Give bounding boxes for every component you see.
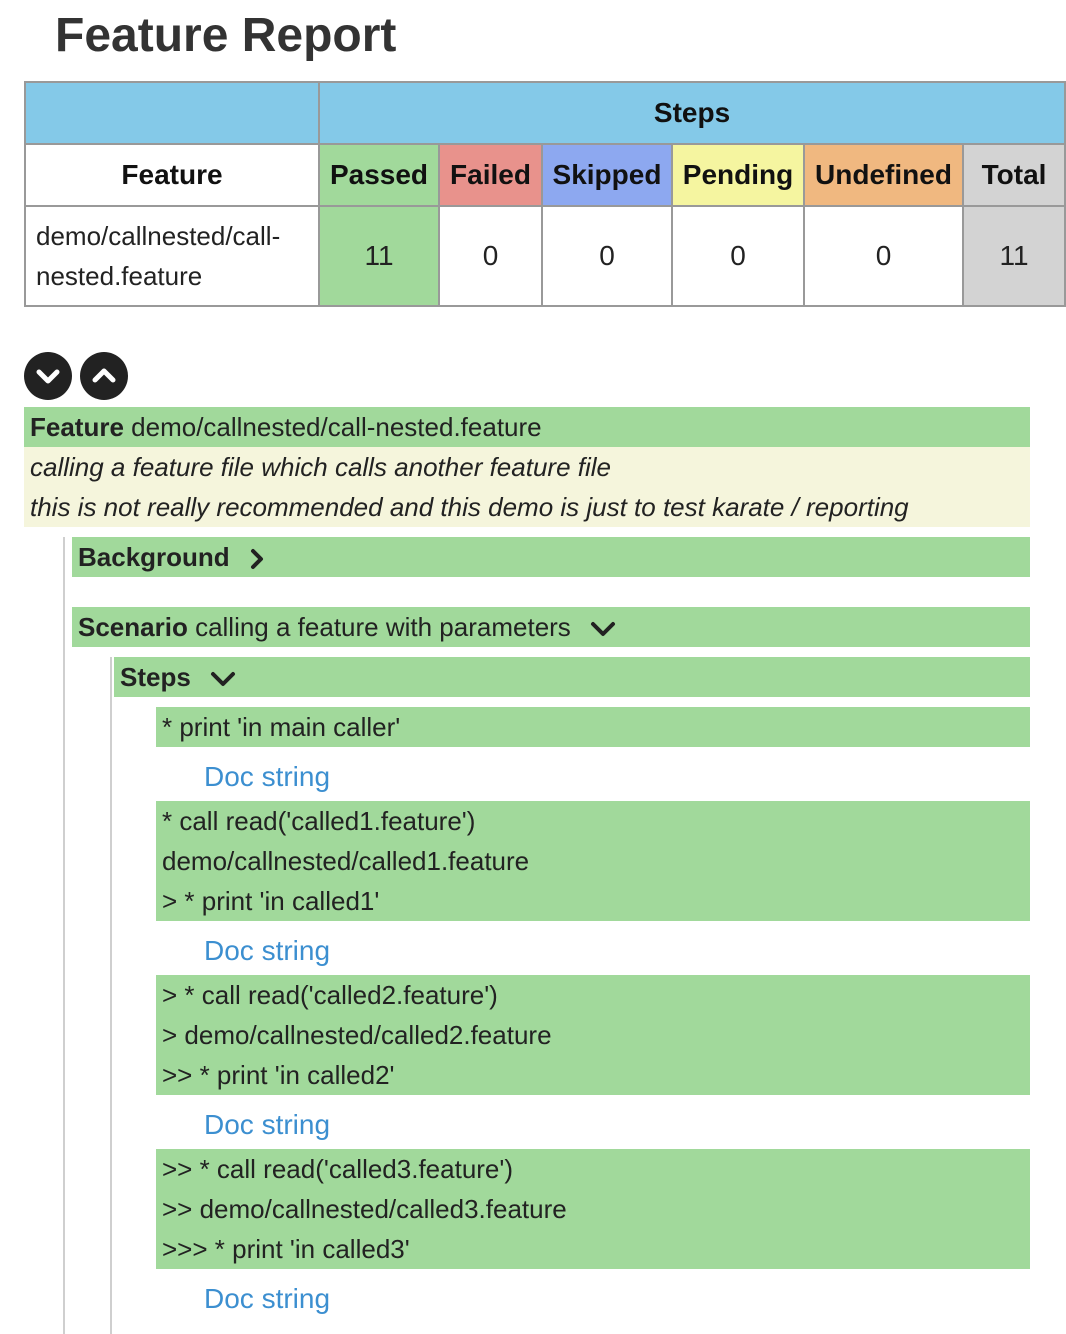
background-header[interactable] xyxy=(72,537,1030,577)
scenario-name: calling a feature with parameters xyxy=(195,612,571,642)
total-count: 11 xyxy=(963,206,1065,306)
expand-all-button[interactable] xyxy=(24,352,72,400)
undefined-column-header: Undefined xyxy=(804,144,963,206)
chevron-down-icon xyxy=(210,670,236,688)
steps-header[interactable] xyxy=(114,657,1030,697)
step-line: >> * print 'in called2' xyxy=(156,1055,1030,1095)
step-line: >>> * print 'in called3' xyxy=(156,1229,1030,1269)
passed-column-header: Passed xyxy=(319,144,439,206)
step-line: >> demo/callnested/called3.feature xyxy=(156,1189,1030,1229)
step-line: * print 'in main caller' xyxy=(156,707,1030,747)
feature-column-header: Feature xyxy=(25,144,319,206)
failed-count: 0 xyxy=(439,206,542,306)
header-empty-cell xyxy=(25,82,319,144)
indent-guide xyxy=(63,537,65,1334)
collapse-all-button[interactable] xyxy=(80,352,128,400)
indent-guide xyxy=(110,657,112,1334)
failed-column-header: Failed xyxy=(439,144,542,206)
chevron-down-circle-icon xyxy=(35,363,61,389)
step-line: > demo/callnested/called2.feature xyxy=(156,1015,1030,1055)
feature-link[interactable]: demo/callnested/call-nested.feature xyxy=(25,206,319,306)
step-line: > * print 'in called1' xyxy=(156,881,1030,921)
feature-header[interactable] xyxy=(24,407,1030,447)
summary-table xyxy=(24,81,1066,307)
chevron-right-icon xyxy=(249,548,265,570)
step-line: >> * call read('called3.feature') xyxy=(156,1149,1030,1189)
feature-keyword: Feature xyxy=(30,412,124,442)
pending-column-header: Pending xyxy=(672,144,804,206)
feature-description-line: this is not really recommended and this demo is just to test karate / reporting xyxy=(24,487,1030,527)
chevron-up-circle-icon xyxy=(91,363,117,389)
background-keyword: Background xyxy=(78,542,230,572)
doc-string-link[interactable]: Doc string xyxy=(204,761,331,792)
feature-name: demo/callnested/call-nested.feature xyxy=(131,412,542,442)
total-column-header: Total xyxy=(963,144,1065,206)
skipped-count: 0 xyxy=(542,206,672,306)
table-row xyxy=(25,206,1065,306)
page-title: Feature Report xyxy=(55,9,397,62)
doc-string-link[interactable]: Doc string xyxy=(204,935,331,966)
step-line: > * call read('called2.feature') xyxy=(156,975,1030,1015)
doc-string-link[interactable]: Doc string xyxy=(204,1109,331,1140)
feature-description-line: calling a feature file which calls another feature file xyxy=(24,447,1030,487)
passed-count: 11 xyxy=(319,206,439,306)
scenario-keyword: Scenario xyxy=(78,612,188,642)
chevron-down-icon xyxy=(590,620,616,638)
scenario-header[interactable] xyxy=(72,607,1030,647)
doc-string-link[interactable]: Doc string xyxy=(204,1283,331,1314)
pending-count: 0 xyxy=(672,206,804,306)
undefined-count: 0 xyxy=(804,206,963,306)
steps-group-header: Steps xyxy=(319,82,1065,144)
step-line: demo/callnested/called1.feature xyxy=(156,841,1030,881)
steps-label: Steps xyxy=(120,662,191,692)
skipped-column-header: Skipped xyxy=(542,144,672,206)
step-line: * call read('called1.feature') xyxy=(156,801,1030,841)
